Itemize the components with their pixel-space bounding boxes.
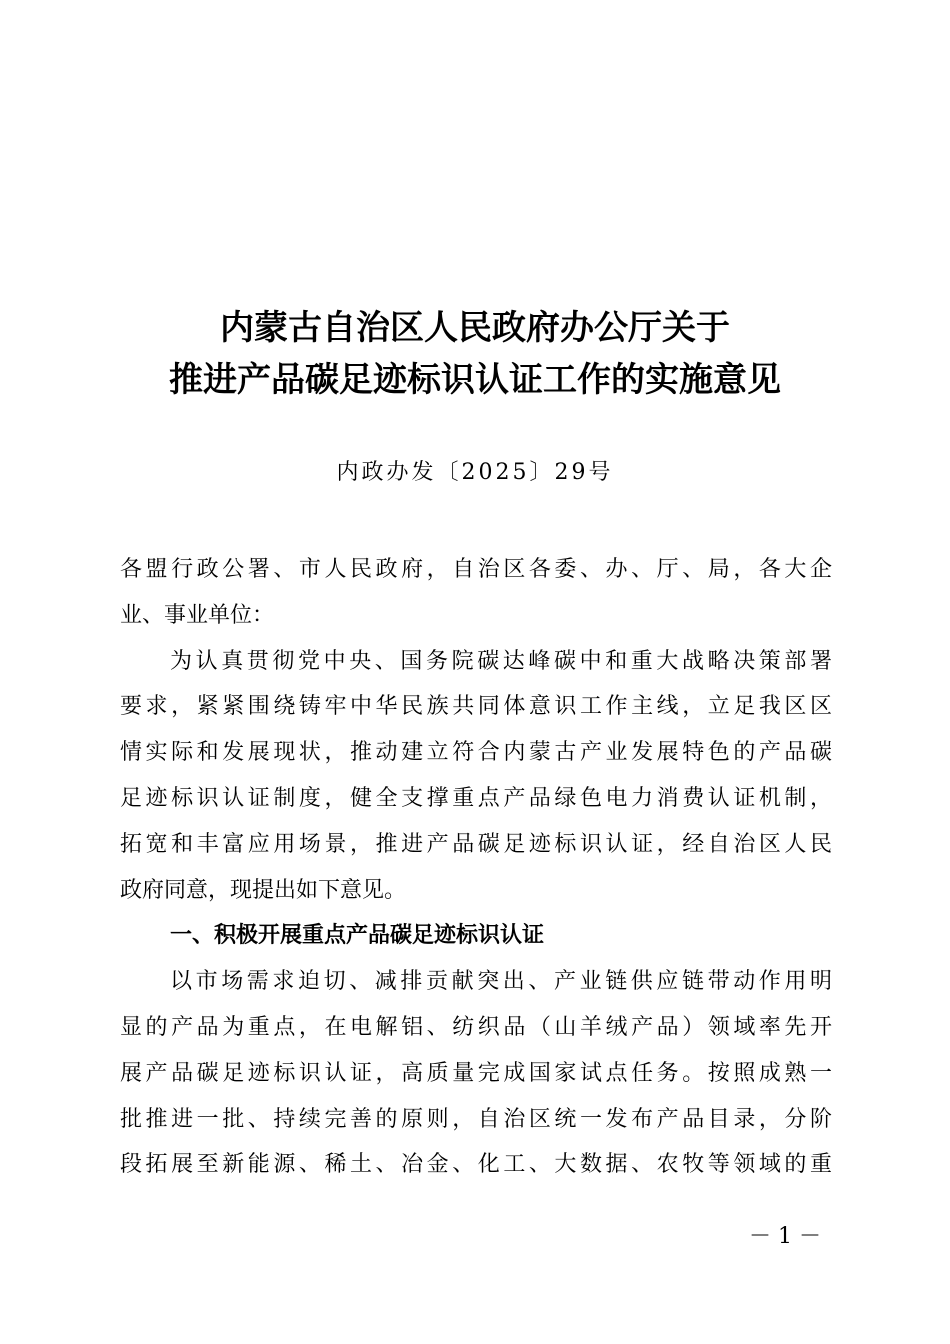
document-body	[120, 547, 832, 1188]
page-number: － 1 －	[749, 1224, 821, 1249]
document-title-line-2: 推进产品碳足迹标识认证工作的实施意见	[169, 360, 781, 400]
intro-paragraph-line: 要求，紧紧围绕铸牢中华民族共同体意识工作主线，立足我区区	[120, 694, 832, 720]
addressee-line: 业、事业单位：	[120, 602, 275, 628]
section-1-paragraph-line: 展产品碳足迹标识认证，高质量完成国家试点任务。按照成熟一	[120, 1060, 832, 1086]
intro-paragraph-line: 足迹标识认证制度，健全支撑重点产品绿色电力消费认证机制，	[120, 785, 832, 811]
section-1-paragraph-line: 批推进一批、持续完善的原则，自治区统一发布产品目录，分阶	[120, 1106, 832, 1132]
section-1-paragraph-line: 以市场需求迫切、减排贡献突出、产业链供应链带动作用明	[170, 969, 832, 995]
intro-paragraph-line: 情实际和发展现状，推动建立符合内蒙古产业发展特色的产品碳	[120, 740, 832, 766]
section-1-heading: 一、积极开展重点产品碳足迹标识认证	[170, 923, 545, 949]
section-1-paragraph-line: 段拓展至新能源、稀土、冶金、化工、大数据、农牧等领域的重	[120, 1152, 832, 1178]
intro-paragraph-line: 政府同意，现提出如下意见。	[120, 877, 407, 903]
document-number: 内政办发〔2025〕29号	[336, 460, 614, 485]
addressee-line: 各盟行政公署、市人民政府，自治区各委、办、厅、局，各大企	[120, 557, 832, 582]
document-title-line-1: 内蒙古自治区人民政府办公厅关于	[220, 308, 730, 348]
section-1-paragraph-line: 显的产品为重点，在电解铝、纺织品（山羊绒产品）领域率先开	[120, 1014, 832, 1040]
intro-paragraph-line: 拓宽和丰富应用场景，推进产品碳足迹标识认证，经自治区人民	[120, 831, 832, 857]
intro-paragraph-line: 为认真贯彻党中央、国务院碳达峰碳中和重大战略决策部署	[170, 648, 832, 674]
